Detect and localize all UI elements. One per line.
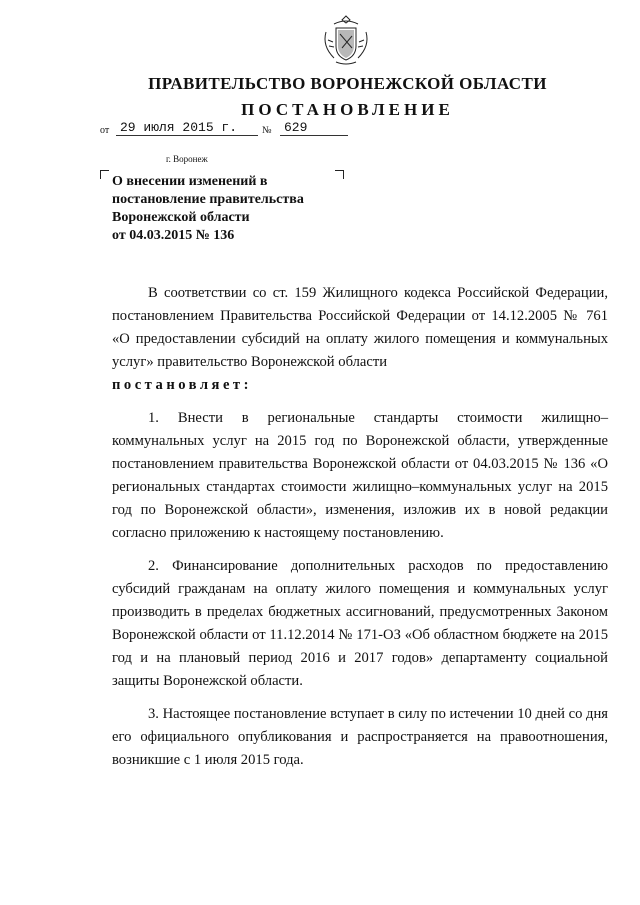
decree-word: [112, 374, 608, 397]
item-3-paragraph: 3. Настоящее постановление вступает в силу по истечении 10 дней со дня его официального опубликования и распространяется на правоотношения, возникшие с 1 июля 2015 года.: [112, 706, 608, 768]
subject-line: от 04.03.2015 № 136: [112, 228, 235, 243]
item-2-paragraph: 2. Финансирование дополнительных расходов по предоставлению субсидий гражданам на оплату жилого помещения и коммунальных услуг производить в пределах бюджетных ассигнований, предусмотренных Законом Воронежской области от 11.12.2014 № 171-ОЗ «Об областном бюджете на 2015 год и на плановый период 2016 и 2017 годов» департаменту социальной защиты Воронежской области.: [112, 558, 608, 689]
document-date: 29 июля 2015 г.: [116, 120, 258, 136]
decree-word-text: постановляет:: [112, 377, 252, 393]
document-body: [112, 282, 608, 772]
document-subject: [112, 173, 342, 245]
document-number: 629: [280, 120, 348, 136]
date-label: от: [100, 125, 110, 136]
subject-line: постановление правительства: [112, 192, 304, 207]
city-label: г. Воронеж: [166, 154, 208, 164]
item-1-paragraph: 1. Внести в региональные стандарты стоимости жилищно–коммунальных услуг на 2015 год по Воронежской области, утвержденные постановлением правительства Воронежской области от 04.03.2015 № 136 «О региональных стандартах стоимости жилищно–коммунальных услуг на 2015 год по Воронежской области», изменения, изложив их в новой редакции согласно приложению к настоящему постановлению.: [112, 410, 608, 541]
subject-corner-left: [100, 170, 109, 179]
coat-of-arms-emblem: [316, 10, 376, 70]
preamble-paragraph: В соответствии со ст. 159 Жилищного кодекса Российской Федерации, постановлением Правительства Российской Федерации от 14.12.2005 № 761 «О предоставлении субсидий на оплату жилого помещения и коммунальных услуг» правительство Воронежской области: [112, 285, 608, 370]
subject-line: Воронежской области: [112, 210, 250, 225]
number-label: №: [262, 125, 272, 136]
subject-line: О внесении изменений в: [112, 174, 268, 189]
document-type-title: ПОСТАНОВЛЕНИЕ: [241, 100, 454, 119]
government-title: ПРАВИТЕЛЬСТВО ВОРОНЕЖСКОЙ ОБЛАСТИ: [148, 74, 547, 93]
